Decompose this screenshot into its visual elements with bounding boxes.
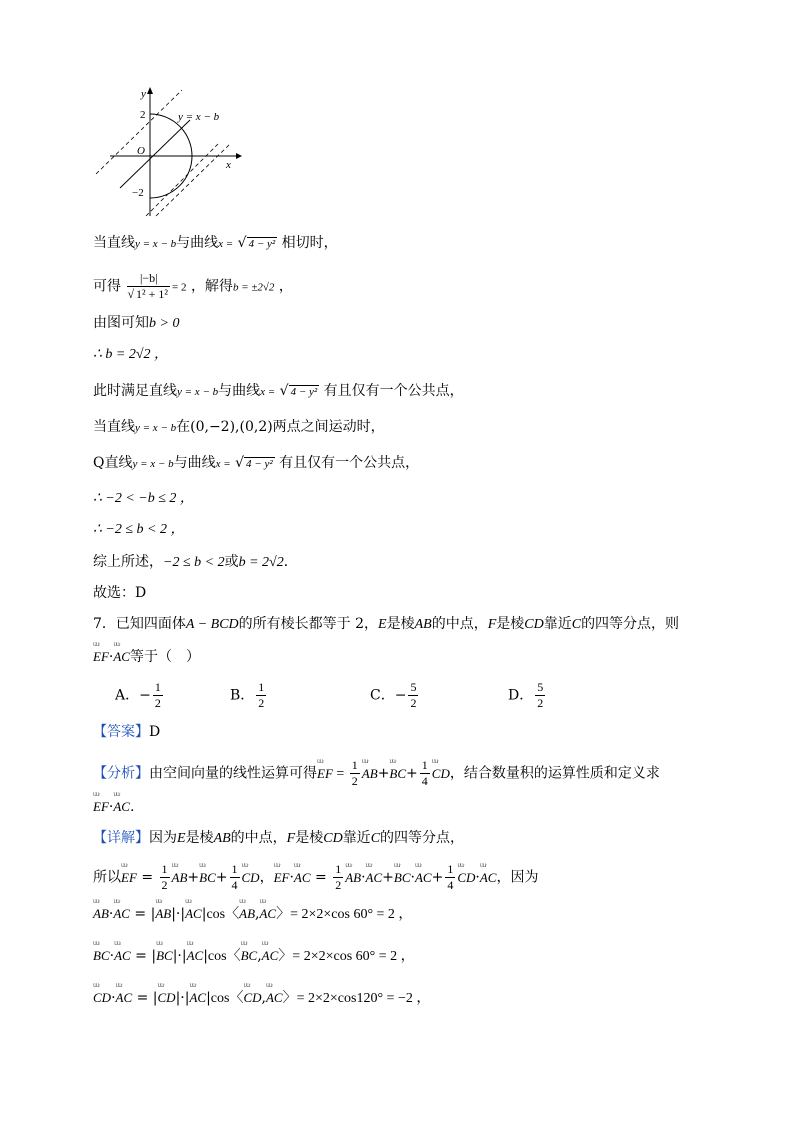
detail-line: 【详解】因为E是棱AB的中点，F是棱CD靠近C的四等分点，: [93, 830, 465, 846]
analysis-line-2: ᵁᵁʳ EF·ᵁᵁʳ AC.: [93, 797, 134, 817]
answer-value: D: [149, 724, 161, 740]
origin-label: O: [137, 145, 145, 157]
y-axis-label: y: [141, 88, 146, 100]
line-tangent: 当直线y = x − b与曲线x = √ 4 − y² 相切时，: [93, 235, 338, 251]
option-d[interactable]: D． $\frac{5}{2}$: [508, 680, 544, 710]
solid-line: [120, 120, 190, 188]
tangent-graph: [90, 84, 250, 220]
question-7-stem-2: ᵁᵁʳ EF·ᵁᵁʳ AC等于（ ）: [93, 647, 200, 667]
line-summary: 综上所述，−2 ≤ b < 2或b = 2√2．: [93, 554, 298, 570]
answer-line: [93, 722, 160, 742]
line-one-point-2: Q直线y = x − b与曲线x = √ 4 − y² 有且仅有一个公共点，: [93, 455, 420, 471]
option-b[interactable]: B． $\frac{1}{2}$: [230, 680, 265, 710]
line-choice: 故选：D: [93, 585, 147, 601]
distance-fraction: $\frac{|-b|}{\text{√ 1² + 1²}}$: [127, 271, 169, 301]
line-one-point: 此时满足直线y = x − b与曲线x = √ 4 − y² 有且仅有一个公共点，: [93, 383, 464, 399]
tick-top-label: 2: [140, 109, 146, 121]
analysis-line: 【分析】由空间向量的线性运算可得ᵁᵁʳ EF = $\frac{1}{2}$ ᵁᵁʳ AB+ᵁᵁʳ BC+ $\frac{1}{4}$ ᵁᵁʳ CD，结合数量积的运算性质和定义求: [93, 758, 660, 789]
dot-product-bc-ac: ᵁᵁʳ BC·ᵁᵁʳ AC = |ᵁᵁʳ BC|·|ᵁᵁʳ AC|cos〈ᵁᵁʳ BC,ᵁᵁʳ AC〉= 2×2×cos 60° = 2 ，: [93, 946, 415, 967]
dot-product-cd-ac: ᵁᵁʳ CD·ᵁᵁʳ AC = |ᵁᵁʳ CD|·|ᵁᵁʳ AC|cos〈ᵁᵁʳ CD,ᵁᵁʳ AC〉= 2×2×cos120° = −2 ，: [93, 988, 430, 1009]
line-from-graph: 由图可知b > 0: [93, 315, 180, 331]
dot-product-ab-ac: ᵁᵁʳ AB·ᵁᵁʳ AC = |ᵁᵁʳ AB|·|ᵁᵁʳ AC|cos〈ᵁᵁʳ AB,ᵁᵁʳ AC〉= 2×2×cos 60° = 2 ，: [93, 904, 412, 925]
dashed-tangent-line: [96, 90, 182, 174]
line-b-value: ∴ b = 2√2 ，: [93, 347, 169, 362]
question-7-stem: 7．已知四面体A − BCD的所有棱长都等于 2，E是棱AB的中点，F是棱CD靠近C的四等分点，则: [93, 616, 680, 632]
detail-so-line: 所以ᵁᵁʳ EF = $\frac{1}{2}$ ᵁᵁʳ AB+ᵁᵁʳ BC+ $\frac{1}{4}$ ᵁᵁʳ CD，ᵁᵁʳ EF·ᵁᵁʳ AC = $\frac{1}{2}$ ᵁᵁʳ AB·ᵁᵁʳ AC+ᵁᵁʳ BC·ᵁᵁʳ AC+ $\frac{1}{4}$ ᵁᵁʳ CD·ᵁᵁʳ AC，因为: [93, 862, 538, 893]
detail-tag: 【详解】: [93, 830, 149, 846]
x-axis-label: x: [226, 159, 231, 171]
y-axis-arrow: [147, 87, 153, 94]
dashed-line-3: [156, 144, 230, 216]
line-equation-label: y = x − b: [178, 111, 220, 123]
line-moving: 当直线y = x − b在(0,−2),(0,2)两点之间运动时，: [93, 419, 385, 435]
dashed-line-2: [146, 144, 218, 216]
line-ineq-1: ∴ −2 < −b ≤ 2 ，: [93, 491, 194, 506]
line-distance: 可得 $\frac{|-b|}{\text{√ 1² + 1²}}$ = 2 ，解得b = ±2√2 ，: [93, 271, 293, 301]
tick-bottom-label: −2: [132, 187, 144, 199]
answer-tag: 【答案】: [93, 724, 149, 740]
analysis-tag: 【分析】: [93, 765, 149, 782]
x-axis-arrow: [236, 153, 242, 159]
line-ineq-2: ∴ −2 ≤ b < 2 ，: [93, 522, 185, 537]
option-c[interactable]: C．− $\frac{5}{2}$: [370, 680, 417, 710]
option-a[interactable]: A．− $\frac{1}{2}$: [115, 680, 161, 710]
